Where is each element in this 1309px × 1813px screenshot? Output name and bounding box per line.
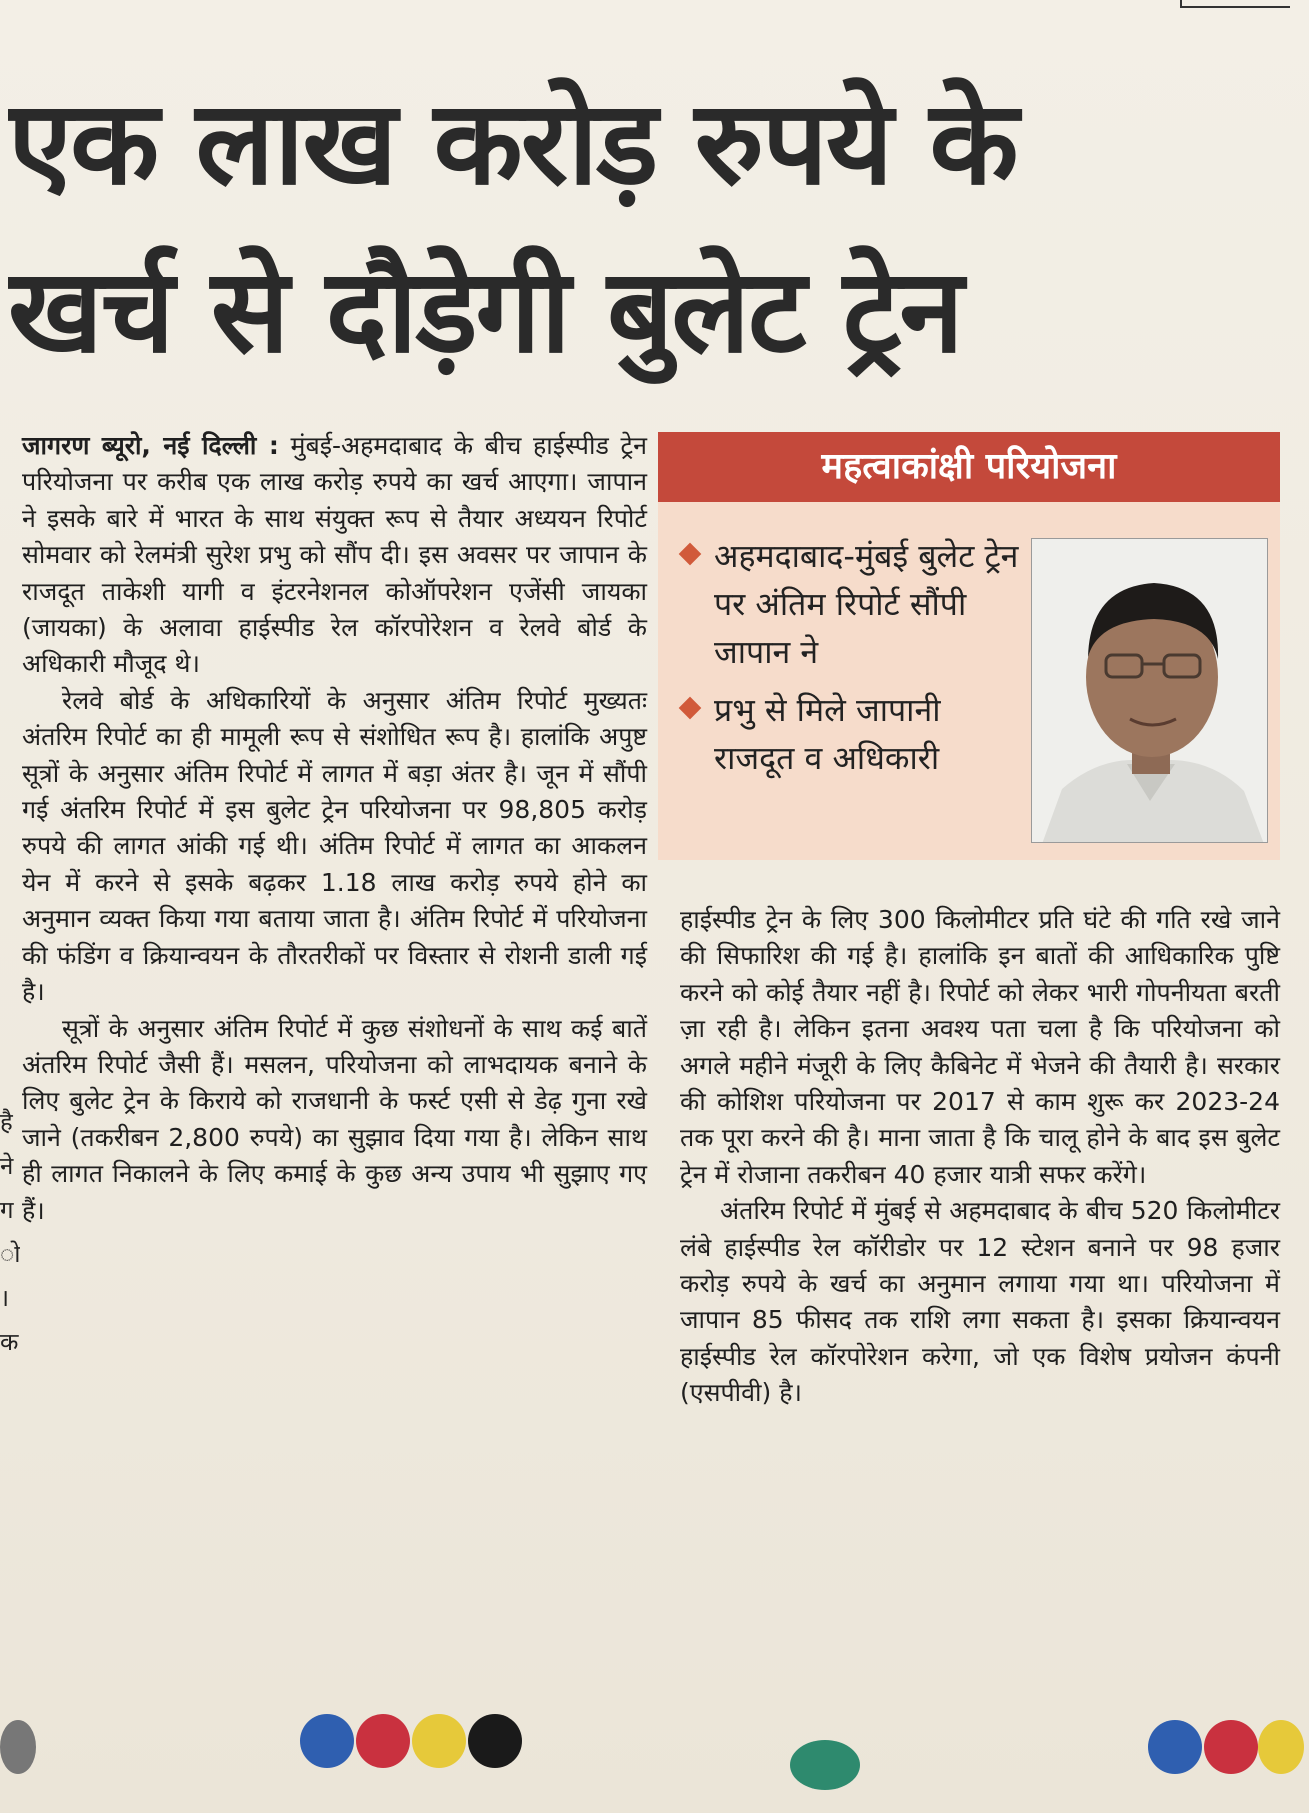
article-column-right [680, 902, 1280, 1412]
highlights-box [658, 432, 1280, 860]
registration-mark-blue [1148, 1720, 1202, 1774]
headline-line-2: खर्च से दौड़ेगी बुलेट ट्रेन [8, 244, 962, 379]
fragment: ने [0, 1152, 14, 1180]
diamond-bullet-icon [679, 543, 702, 566]
highlight-item [682, 532, 1022, 676]
fragment: । [0, 1284, 10, 1312]
article-paragraph-2: रेलवे बोर्ड के अधिकारियों के अनुसार अंतिम रिपोर्ट मुख्यतः अंतरिम रिपोर्ट का ही मामूली रूप से संशोधित रूप है। हालांकि अपुष्ट सूत्रों के अनुसार अंतिम रिपोर्ट में लागत में बड़ा अंतर है। जून में सौंपी गई अंतरिम रिपोर्ट में इस बुलेट ट्रेन परियोजना पर 98,805 करोड़ रुपये की लागत आंकी गई थी। अंतिम रिपोर्ट में लागत का आकलन येन में करने से इसके बढ़कर 1.18 लाख करोड़ रुपये होने का अनुमान व्यक्त किया गया बताया जाता है। अंतिम रिपोर्ट में परियोजना की फंडिंग व क्रियान्वयन के तौरतरीकों पर विस्तार से रोशनी डाली गई है। [22, 685, 647, 1007]
registration-mark-green [790, 1740, 860, 1790]
page-corner-rule [1180, 0, 1290, 8]
fragment: क [0, 1328, 19, 1356]
fragment: ग [0, 1196, 14, 1224]
highlights-list [682, 532, 1022, 792]
dateline: जागरण ब्यूरो, नई दिल्ली : [22, 431, 279, 460]
registration-mark-yellow [412, 1714, 466, 1768]
adjacent-column-fragments [0, 1100, 20, 1364]
portrait-image [1032, 539, 1268, 843]
registration-mark-yellow [1258, 1720, 1304, 1774]
fragment: ो [0, 1240, 20, 1268]
article-paragraph-3: सूत्रों के अनुसार अंतिम रिपोर्ट में कुछ संशोधनों के साथ कई बातें अंतरिम रिपोर्ट जैसी हैं। मसलन, परियोजना को लाभदायक बनाने के लिए बुलेट ट्रेन के किराये को राजधानी के फर्स्ट एसी से डेढ़ गुना रखे जाने (तकरीबन 2,800 रुपये) का सुझाव दिया गया है। लेकिन साथ ही लागत निकालने के लिए कमाई के कुछ अन्य उपाय भी सुझाए गए हैं। [22, 1013, 647, 1225]
headline [8, 60, 1298, 396]
registration-mark-black [468, 1714, 522, 1768]
highlight-text: प्रभु से मिले जापानी राजदूत व अधिकारी [714, 691, 941, 777]
highlight-text: अहमदाबाद-मुंबई बुलेट ट्रेन पर अंतिम रिपोर्ट सौंपी जापान ने [714, 537, 1019, 671]
article-paragraph-4: हाईस्पीड ट्रेन के लिए 300 किलोमीटर प्रति घंटे की गति रखे जाने की सिफारिश की गई है। हालांकि इन बातों की आधिकारिक पुष्टि करने को कोई तैयार नहीं है। रिपोर्ट को लेकर भारी गोपनीयता बरती ज़ा रही है। लेकिन इतना अवश्य पता चला है कि परियोजना को अगले महीने मंजूरी के लिए कैबिनेट में भेजने की तैयारी है। सरकार की कोशिश परियोजना पर 2017 से काम शुरू कर 2023-24 तक पूरा करने की है। माना जाता है कि चालू होने के बाद इस बुलेट ट्रेन में रोजाना तकरीबन 40 हजार यात्री सफर करेंगे। [680, 905, 1280, 1189]
registration-mark-red [356, 1714, 410, 1768]
registration-mark-red [1204, 1720, 1258, 1774]
fragment: है [0, 1108, 13, 1136]
registration-mark-blue [300, 1714, 354, 1768]
article-paragraph-5: अंतरिम रिपोर्ट में मुंबई से अहमदाबाद के बीच 520 किलोमीटर लंबे हाईस्पीड रेल कॉरीडोर पर 12 स्टेशन बनाने पर 98 हजार करोड़ रुपये के खर्च का अनुमान लगाया गया था। परियोजना में जापान 85 फीसद तक राशि लगा सकता है। इसका क्रियान्वयन हाईस्पीड रेल कॉरपोरेशन करेगा, जो एक विशेष प्रयोजन कंपनी (एसपीवी) है। [680, 1196, 1280, 1408]
diamond-bullet-icon [679, 697, 702, 720]
highlights-title: महत्वाकांक्षी परियोजना [658, 432, 1280, 502]
article-column-left [22, 428, 647, 1229]
portrait-photo [1031, 538, 1268, 843]
highlight-item [682, 686, 1022, 782]
registration-mark-gray [0, 1720, 36, 1774]
article-paragraph-1 [22, 428, 647, 683]
headline-line-1: एक लाख करोड़ रुपये के [8, 76, 1017, 211]
paragraph-text: मुंबई-अहमदाबाद के बीच हाईस्पीड ट्रेन परियोजना पर करीब एक लाख करोड़ रुपये का खर्च आएगा। जापान ने इसके बारे में भारत के साथ संयुक्त रूप से तैयार अध्ययन रिपोर्ट सोमवार को रेलमंत्री सुरेश प्रभु को सौंप दी। इस अवसर पर जापान के राजदूत ताकेशी यागी व इंटरनेशनल कोऑपरेशन एजेंसी जायका (जायका) के अलावा हाईस्पीड रेल कॉरपोरेशन व रेलवे बोर्ड के अधिकारी मौजूद थे। [22, 431, 647, 679]
